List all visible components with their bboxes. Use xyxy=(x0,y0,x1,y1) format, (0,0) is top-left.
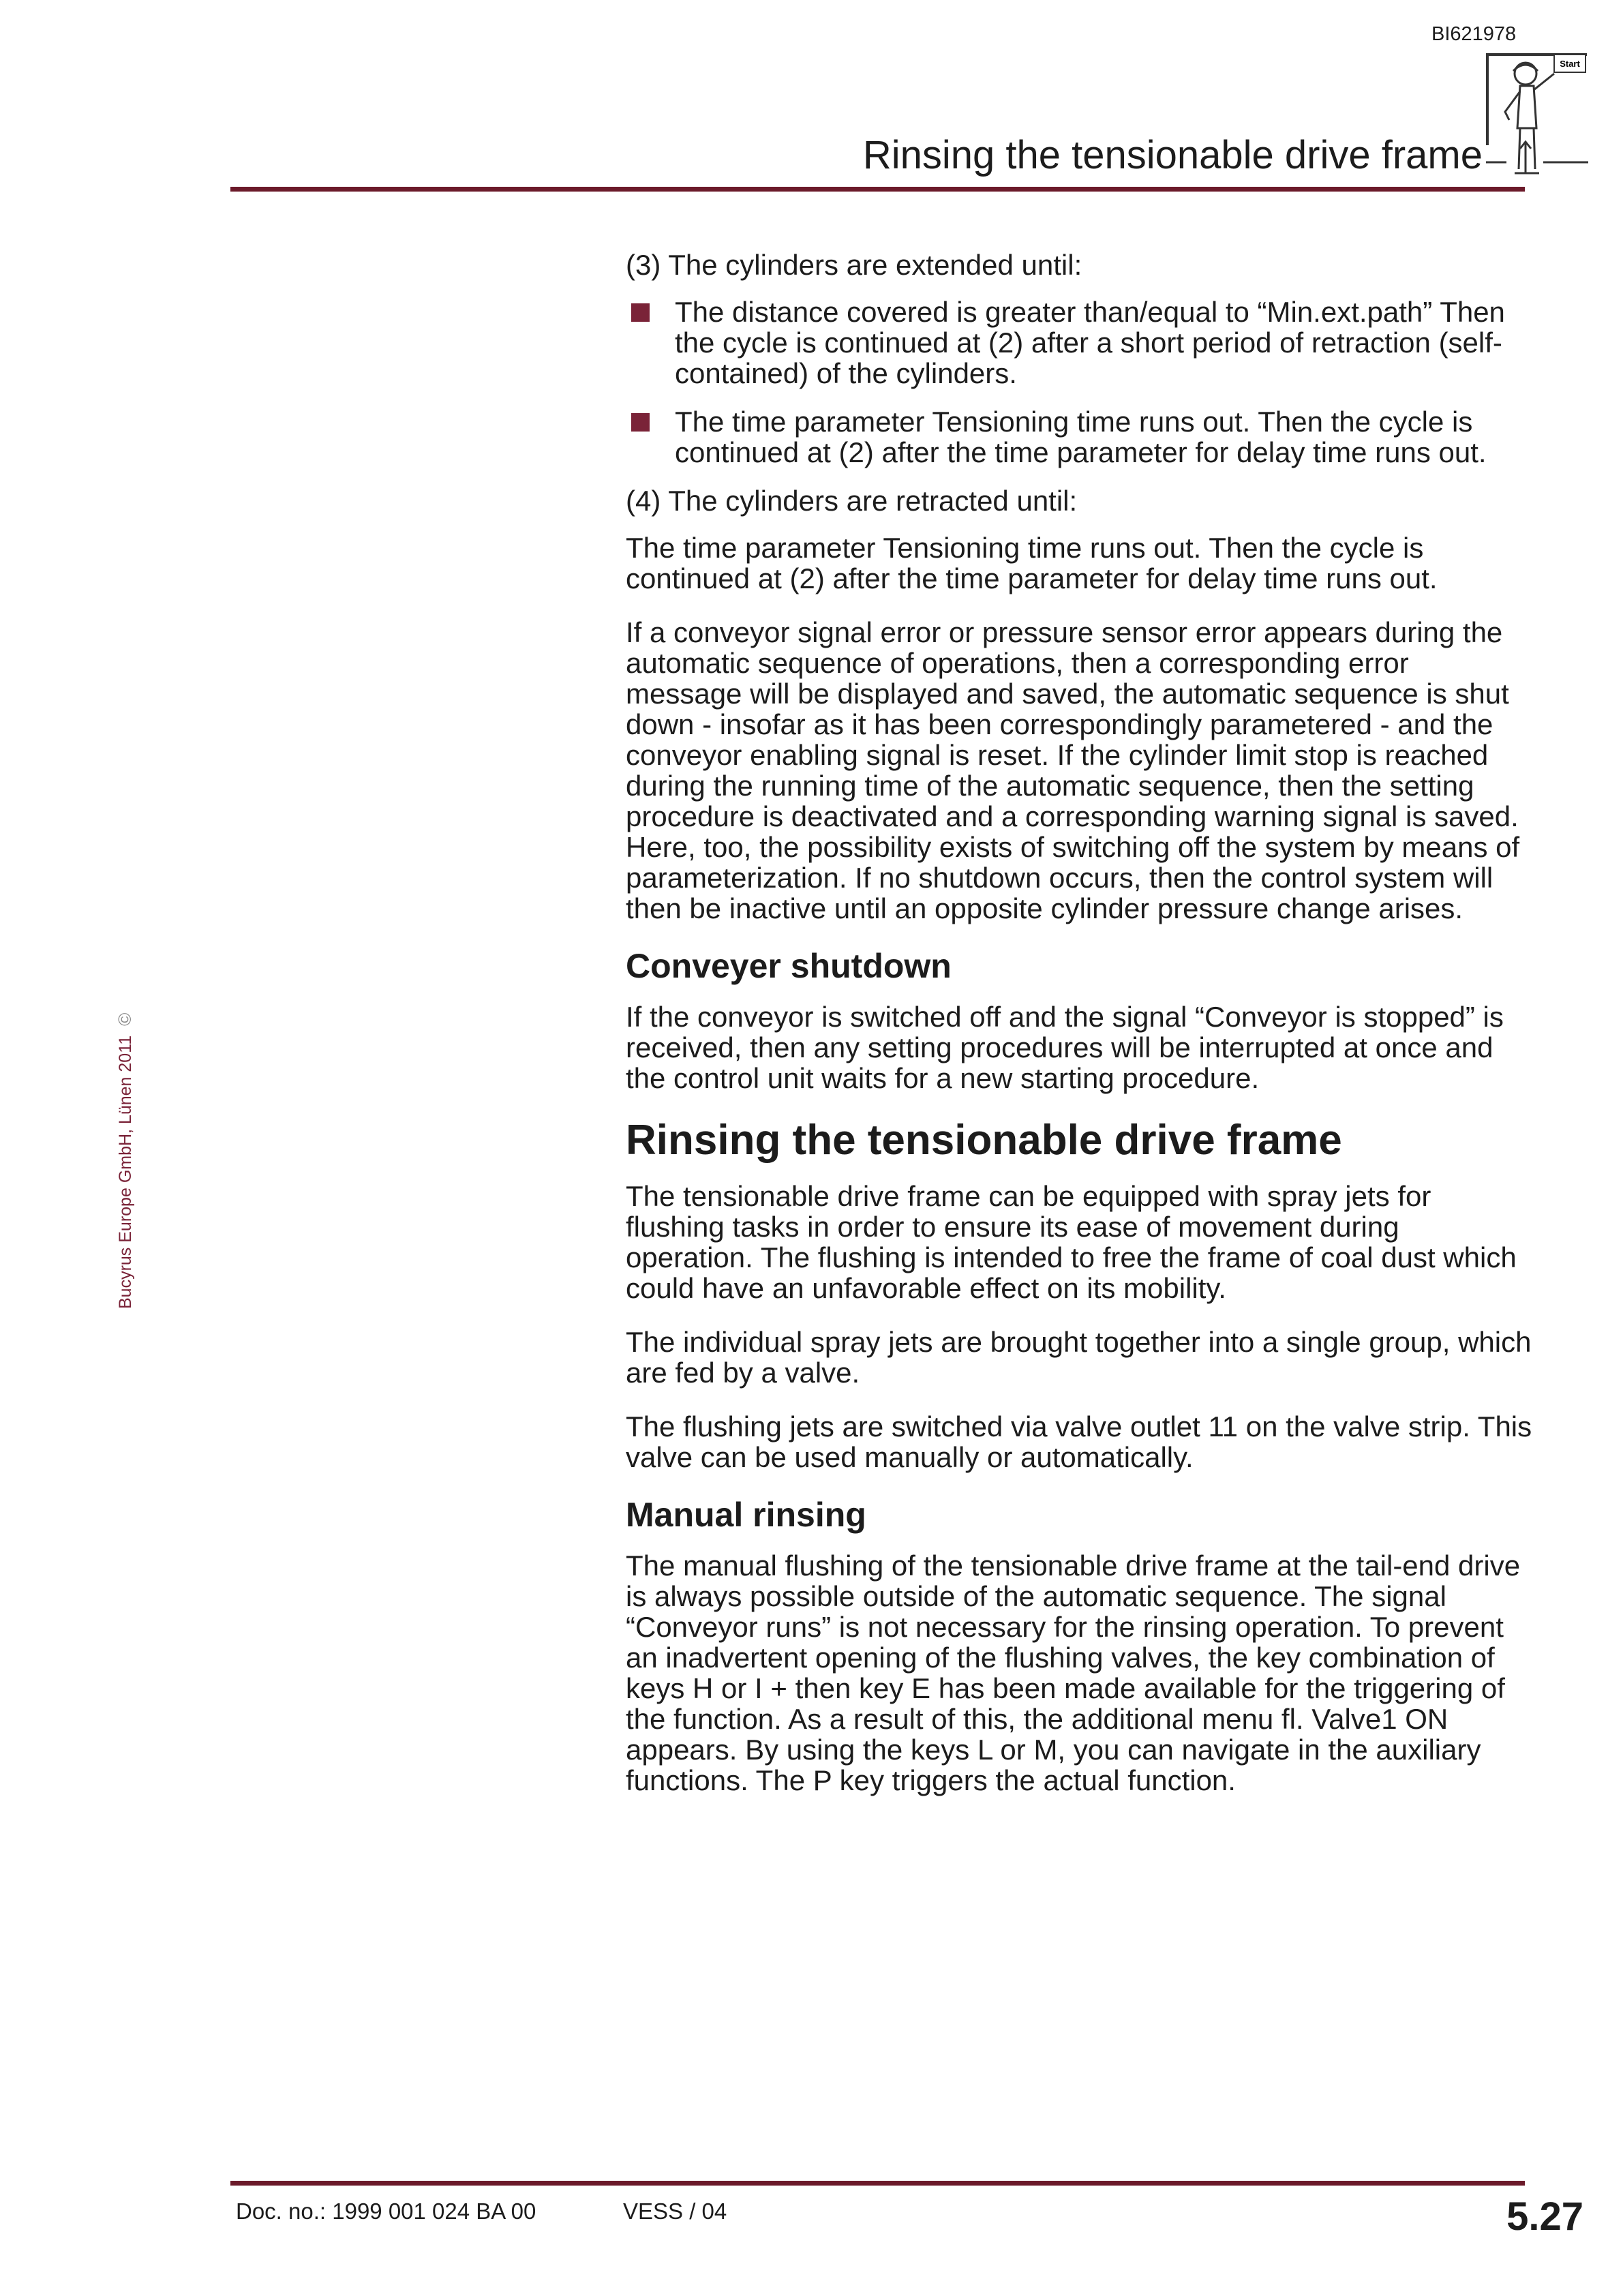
start-figure-icon xyxy=(1486,46,1588,193)
page-number: 5.27 xyxy=(1506,2194,1583,2239)
error-paragraph: If a conveyor signal error or pressure sensor error appears during the automatic sequence of operations, then a corresponding error message will be displayed and saved, the automatic sequence is shut down - insofar as it has been correspondingly parametered - and the conveyor enabling signal is reset. If the cylinder limit stop is reached during the running time of the automatic sequence, then the setting procedure is deactivated and a corresponding warning signal is saved. Here, too, the possibility exists of switching off the system by means of parameterization. If no shutdown occurs, then the control system will then be inactive until an opposite cylinder pressure change arises. xyxy=(626,616,1520,924)
rinsing-paragraph-1: The tensionable drive frame can be equipped with spray jets for flushing tasks in order to ensure its ease of movement during operation. The flushing is intended to free the frame of coal dust which could have an unfavorable effect on its mobility. xyxy=(626,1180,1517,1304)
main-content xyxy=(626,250,1532,1819)
bullet-square-icon xyxy=(631,413,650,432)
conveyer-shutdown-heading: Conveyer shutdown xyxy=(626,947,952,985)
footer-rule xyxy=(230,2181,1525,2186)
header-rule xyxy=(230,187,1525,192)
start-label: Start xyxy=(1560,59,1580,69)
list-item-text: The distance covered is greater than/equal to “Min.ext.path” Then the cycle is continued at (2) after a short period of retraction (self-contained) of the cylinders. xyxy=(675,296,1505,389)
list-item-text: The time parameter Tensioning time runs out. Then the cycle is continued at (2) after the time parameter for delay time runs out. xyxy=(675,406,1487,468)
conveyer-shutdown-paragraph: If the conveyor is switched off and the signal “Conveyor is stopped” is received, then any setting procedures will be interrupted at once and the control unit waits for a new starting procedure. xyxy=(626,1001,1504,1094)
copyright-symbol: © xyxy=(115,1012,135,1026)
rinsing-section-heading: Rinsing the tensionable drive frame xyxy=(626,1117,1342,1164)
list-item xyxy=(626,406,1532,468)
rinsing-paragraph-2: The individual spray jets are brought together into a single group, which are fed by a valve. xyxy=(626,1326,1532,1389)
document-id: BI621978 xyxy=(1431,23,1517,45)
side-copyright xyxy=(115,1013,136,1309)
list-item xyxy=(626,297,1532,389)
bullet-square-icon xyxy=(631,303,650,322)
manual-rinsing-paragraph: The manual flushing of the tensionable drive frame at the tail-end drive is always possible outside of the automatic sequence. The signal “Conveyor runs” is not necessary for the rinsing operation. To prevent an inadvertent opening of the flushing valves, the key combination of keys H or I + then key E has been made available for the triggering of the function. As a result of this, the additional menu fl. Valve1 ON appears. By using the keys L or M, you can navigate in the auxiliary functions. The P key triggers the actual function. xyxy=(626,1550,1521,1796)
footer-version: VESS / 04 xyxy=(623,2199,727,2224)
step-4-text: (4) The cylinders are retracted until: xyxy=(626,485,1078,517)
footer-doc-number: Doc. no.: 1999 001 024 BA 00 xyxy=(236,2199,536,2224)
step-3-text: (3) The cylinders are extended until: xyxy=(626,249,1082,281)
condition-list xyxy=(626,297,1532,468)
running-header-title: Rinsing the tensionable drive frame xyxy=(862,133,1483,177)
time-parameter-paragraph: The time parameter Tensioning time runs out. Then the cycle is continued at (2) after the time parameter for delay time runs out. xyxy=(626,532,1438,594)
copyright-text: Bucyrus Europe GmbH, Lünen 2011 xyxy=(116,1035,135,1309)
manual-rinsing-heading: Manual rinsing xyxy=(626,1496,866,1534)
rinsing-paragraph-3: The flushing jets are switched via valve outlet 11 on the valve strip. This valve can be used manually or automatically. xyxy=(626,1410,1532,1473)
